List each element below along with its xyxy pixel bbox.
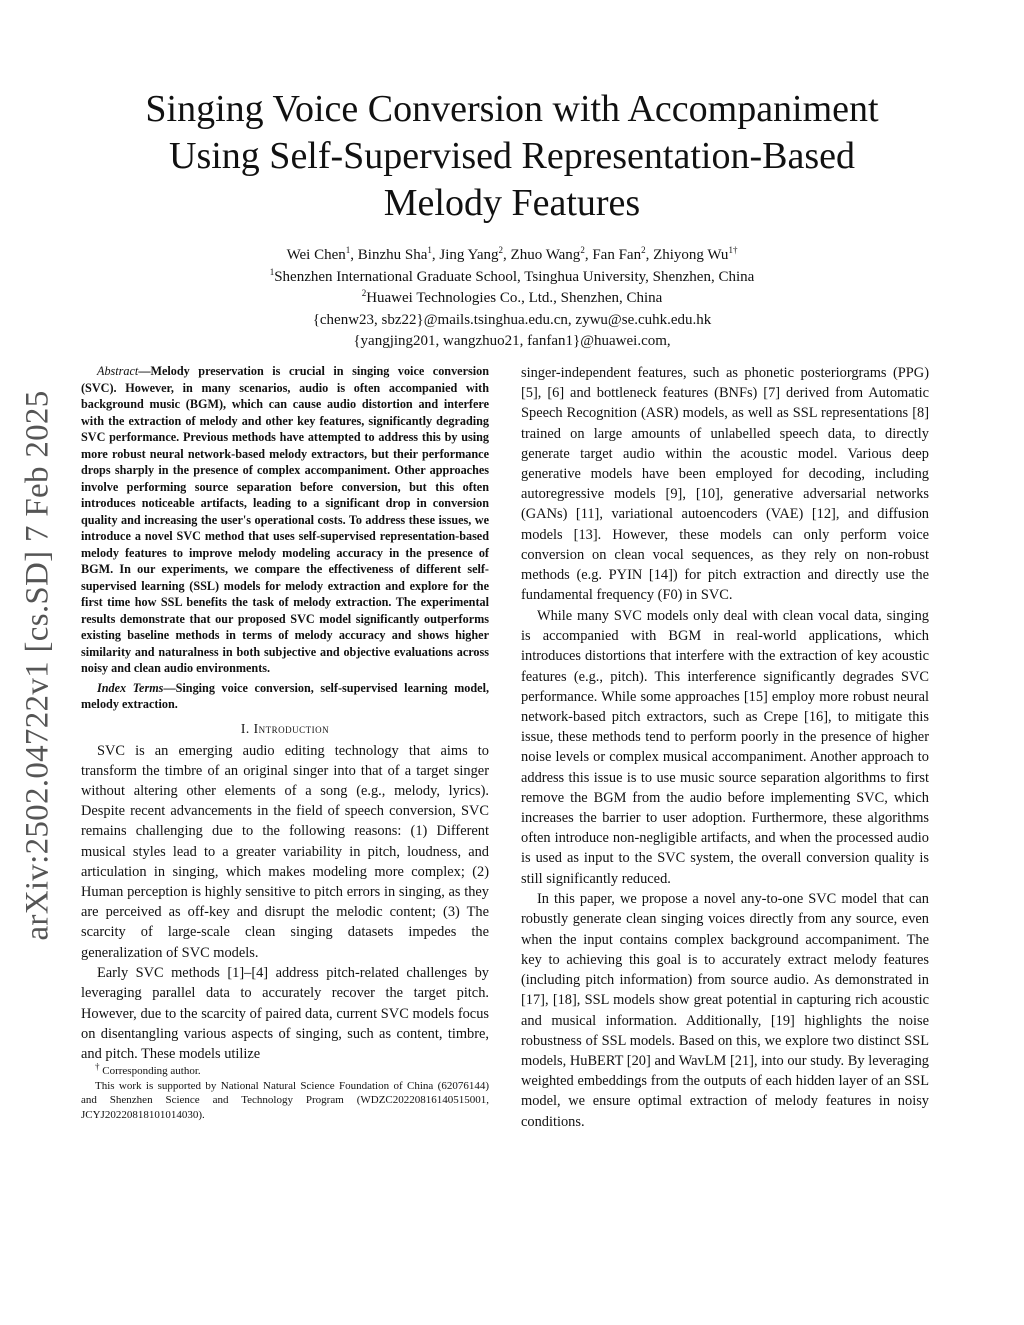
footnote-text: Corresponding author. bbox=[99, 1065, 201, 1078]
paragraph: In this paper, we propose a novel any-to-one SVC model that can robustly generate clean singing voices directly from any source, even when the input contains complex background accompaniment. The key to achieving this goal is to accurately extract melody features (including pitch information) from source audio. As demonstrated in [17], [18], SSL models show great potential in capturing rich acoustic and musical information. Additionally, [19] highlights the noise robustness of SSL models. Based on this, we explore two distinct SSL models, HuBERT [20] and WavLM [21], into our study. By leveraging weighted embeddings from the outputs of each hidden layer of an SSL model, we ensure optimal extraction of melody features in noisy conditions. bbox=[521, 891, 929, 1130]
affiliation-text: Shenzhen International Graduate School, Tsinghua University, Shenzhen, China bbox=[274, 268, 755, 285]
author-name: Wei Chen bbox=[286, 247, 346, 263]
abstract-label: Abstract bbox=[97, 364, 139, 378]
affil-mark: 1 bbox=[269, 266, 275, 277]
footnote-corresponding bbox=[81, 1061, 489, 1079]
title-line-3: Melody Features bbox=[383, 182, 641, 224]
title-line-2: Using Self-Supervised Representation-Based bbox=[169, 135, 855, 177]
section-heading-introduction bbox=[81, 721, 489, 737]
right-column bbox=[521, 363, 929, 1132]
left-column bbox=[81, 363, 489, 1122]
affil-mark: 2 bbox=[361, 288, 367, 298]
author-affil-mark: 1 bbox=[427, 245, 432, 255]
affiliation-2 bbox=[80, 288, 944, 310]
paragraph: SVC is an emerging audio editing technology that aims to transform the timbre of an original singer into that of a target singer without altering other elements of a song (e.g., melody, lyrics). Despite recent advancements in the field of speech conversion, SVC remains challenging due to the following reasons: (1) Different musical styles lead to a greater variability in pitch, loudness, and articulation in singing, which makes modeling more complex; (2) Human perception is highly sensitive to pitch errors in singing, as they are perceived as off-key and disrupt the melodic content; (3) The scarcity of large-scale clean singing datasets impedes the generalization of SVC models. bbox=[81, 742, 489, 961]
author-name: Binzhu Sha bbox=[357, 247, 428, 263]
arxiv-id-text: arXiv:2502.04722v1 [cs.SD] 7 Feb 2025 bbox=[19, 389, 56, 941]
author-affil-mark: 1† bbox=[728, 245, 738, 255]
author-affil-mark: 2 bbox=[580, 245, 585, 255]
author-name: Fan Fan bbox=[592, 247, 642, 263]
author-affil-mark: 1 bbox=[345, 245, 351, 255]
abstract-text: —Melody preservation is crucial in singing voice conversion (SVC). However, in many scenarios, audio is often accompanied with background music (BGM), which can cause audio distortion and interfere with the extraction of melody and other key features, significantly degrading SVC performance. Previous methods have attempted to address this by using more robust neural network-based melody extractors, but their performance drops sharply in the presence of complex accompaniment. Other approaches involve performing source separation before conversion, but this often introduces noticeable artifacts, leading to a significant drop in conversion quality and increasing the user's operational costs. To address these issues, we introduce a novel SVC method that uses self-supervised representation-based melody features to improve melody modeling accuracy in the presence of BGM. In our experiments, we compare the effectiveness of different self-supervised learning (SSL) models for melody extraction and explore for the first time how SSL benefits the task of melody extraction. The experimental results demonstrate that our proposed SVC model significantly outperforms existing baseline methods in terms of melody accuracy and shows higher similarity and naturalness in both subjective and objective evaluations across noisy and clean audio environments. bbox=[81, 364, 489, 675]
paper-title bbox=[80, 86, 944, 227]
footnote-mark: † bbox=[95, 1061, 100, 1072]
email-line-2: {yangjing201, wangzhuo21, fanfan1}@huawei.com, bbox=[353, 333, 671, 349]
author-affil-mark: 2 bbox=[498, 245, 504, 255]
author-names: Wei Chen$^1$, Binzhu Sha$^1$, Jing Yang$^2$, Zhuo Wang$^2$, Fan Fan$^2$, Zhiyong $Wu^{1\dagger}$ bbox=[286, 245, 738, 263]
index-terms-text: —Singing voice conversion, self-supervised learning model, melody extraction. bbox=[81, 680, 489, 711]
affiliation-text: Huawei Technologies Co., Ltd., Shenzhen, China bbox=[366, 290, 663, 306]
section-number: I. bbox=[240, 720, 254, 736]
index-terms bbox=[81, 680, 489, 713]
paragraph: Early SVC methods [1]–[4] address pitch-related challenges by leveraging parallel data to accurately recover the target pitch. However, due to the scarcity of paired data, current SVC models focus on disentangling various aspects of singing, such as content, timbre, and pitch. These models utilize bbox=[81, 965, 489, 1063]
index-terms-label: Index Terms bbox=[97, 680, 164, 695]
author-name: Zhuo Wang bbox=[510, 247, 581, 263]
footnote-funding: This work is supported by National Natural Science Foundation of China (62076144) and Shenzhen Science and Technology Program (WDZC20220816140515001, JCYJ20220818101014030). bbox=[81, 1079, 489, 1121]
author-block bbox=[80, 245, 944, 353]
paragraph: While many SVC models only deal with clean vocal data, singing is accompanied with BGM in real-world applications, which introduces distortions that interfere with the extraction of key acoustic features (e.g., pitch). This interference significantly degrades SVC performance. While some approaches [15] employ more robust neural network-based pitch extractors, such as Crepe [16], to mitigate this issue, these methods tend to perform poorly in the presence of higher noise levels or complex musical accompaniment. Another approach to address this issue is to use music source separation algorithms to first remove the BGM from the audio before implementing SVC, which increases the barrier to user adoption. Furthermore, these algorithms often introduce non-negligible artifacts, and when the processed audio is used as input to the SVC system, the overall conversion quality is still significantly reduced. bbox=[521, 607, 929, 887]
email-line-1: {chenw23, sbz22}@mails.tsinghua.edu.cn, zywu@se.cuhk.edu.hk bbox=[312, 311, 712, 328]
author-name: Zhiyong Wu bbox=[653, 247, 729, 263]
author-name: Jing Yang bbox=[439, 247, 499, 263]
arxiv-identifier bbox=[18, 370, 58, 960]
paragraph: singer-independent features, such as phonetic posteriorgrams (PPG) [5], [6] and bottleneck features (BNFs) [7] derived from Automatic Speech Recognition (ASR) models, as well as SSL representations [8] trained on large amounts of unlabelled speech data, to directly generate target audio within the acoustic model. Various deep generative models have been employed for decoding, including autoregressive models [9], [10], generative adversarial networks (GANs) [11], variational autoencoders (VAE) [12], and diffusion models [13]. However, these models can only perform voice conversion on clean vocal sequences, as they rely on non-robust methods (e.g. PYIN [14]) for pitch extraction and directly use the fundamental frequency (F0) in SVC. bbox=[521, 365, 929, 604]
section-title-text: Introduction bbox=[253, 720, 330, 736]
affiliation-1 bbox=[80, 267, 944, 289]
abstract bbox=[81, 363, 489, 677]
title-line-1: Singing Voice Conversion with Accompaniment bbox=[145, 88, 879, 130]
author-affil-mark: 2 bbox=[641, 245, 646, 255]
